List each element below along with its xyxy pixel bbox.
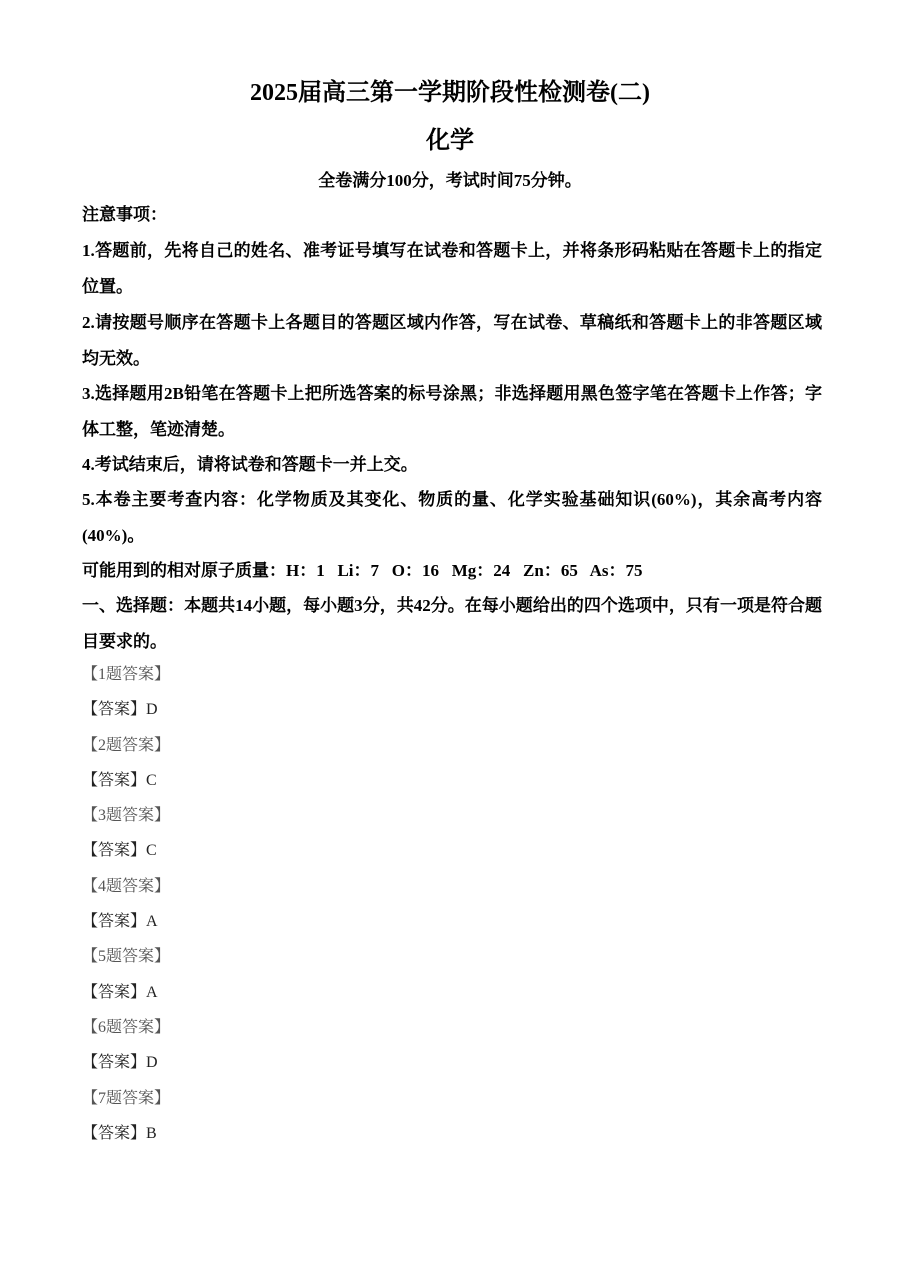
- notice-item-4: 4.考试结束后，请将试卷和答题卡一并上交。: [82, 455, 418, 474]
- subject-title: 化学: [426, 128, 474, 154]
- question-7-answer: 【答案】B: [82, 1124, 157, 1142]
- question-4-answer: 【答案】A: [82, 913, 158, 931]
- notice-item-3: 3.选择题用2B铅笔在答题卡上把所选答案的标号涂黑；非选择题用黑色签字笔在答题卡上作答；字体工整，笔迹清楚。: [82, 384, 822, 439]
- notice-item-1: 1.答题前，先将自己的姓名、准考证号填写在试卷和答题卡上，并将条形码粘贴在答题卡上的指定位置。: [82, 241, 822, 296]
- notice-item-5: 5.本卷主要考查内容：化学物质及其变化、物质的量、化学实验基础知识(60%)，其余高考内容(40%)。: [82, 490, 822, 545]
- question-3-answer: 【答案】C: [82, 842, 157, 860]
- question-3-header: 【3题答案】: [82, 807, 171, 825]
- question-1-answer: 【答案】D: [82, 701, 158, 719]
- question-7-header: 【7题答案】: [82, 1089, 171, 1107]
- exam-title: 2025届高三第一学期阶段性检测卷(二): [250, 80, 650, 106]
- score-info: 全卷满分100分，考试时间75分钟。: [318, 171, 582, 190]
- question-6-answer: 【答案】D: [82, 1054, 158, 1072]
- question-5-answer: 【答案】A: [82, 983, 158, 1001]
- notice-item-2: 2.请按题号顺序在答题卡上各题目的答题区域内作答，写在试卷、草稿纸和答题卡上的非答题区域均无效。: [82, 313, 822, 368]
- question-1-header: 【1题答案】: [82, 666, 171, 683]
- question-2-header: 【2题答案】: [82, 736, 171, 754]
- question-4-header: 【4题答案】: [82, 877, 171, 895]
- notice-heading: 注意事项：: [82, 205, 167, 224]
- question-5-header: 【5题答案】: [82, 948, 171, 966]
- question-6-header: 【6题答案】: [82, 1018, 171, 1036]
- section-one-instructions: 一、选择题：本题共14小题，每小题3分，共42分。在每小题给出的四个选项中，只有一项是符合题目要求的。: [82, 596, 822, 651]
- answer-list: [82, 657, 482, 1151]
- question-2-answer: 【答案】C: [82, 771, 157, 789]
- atomic-masses: 可能用到的相对原子质量：H：1 Li：7 O：16 Mg：24 Zn：65 As：75: [82, 561, 643, 580]
